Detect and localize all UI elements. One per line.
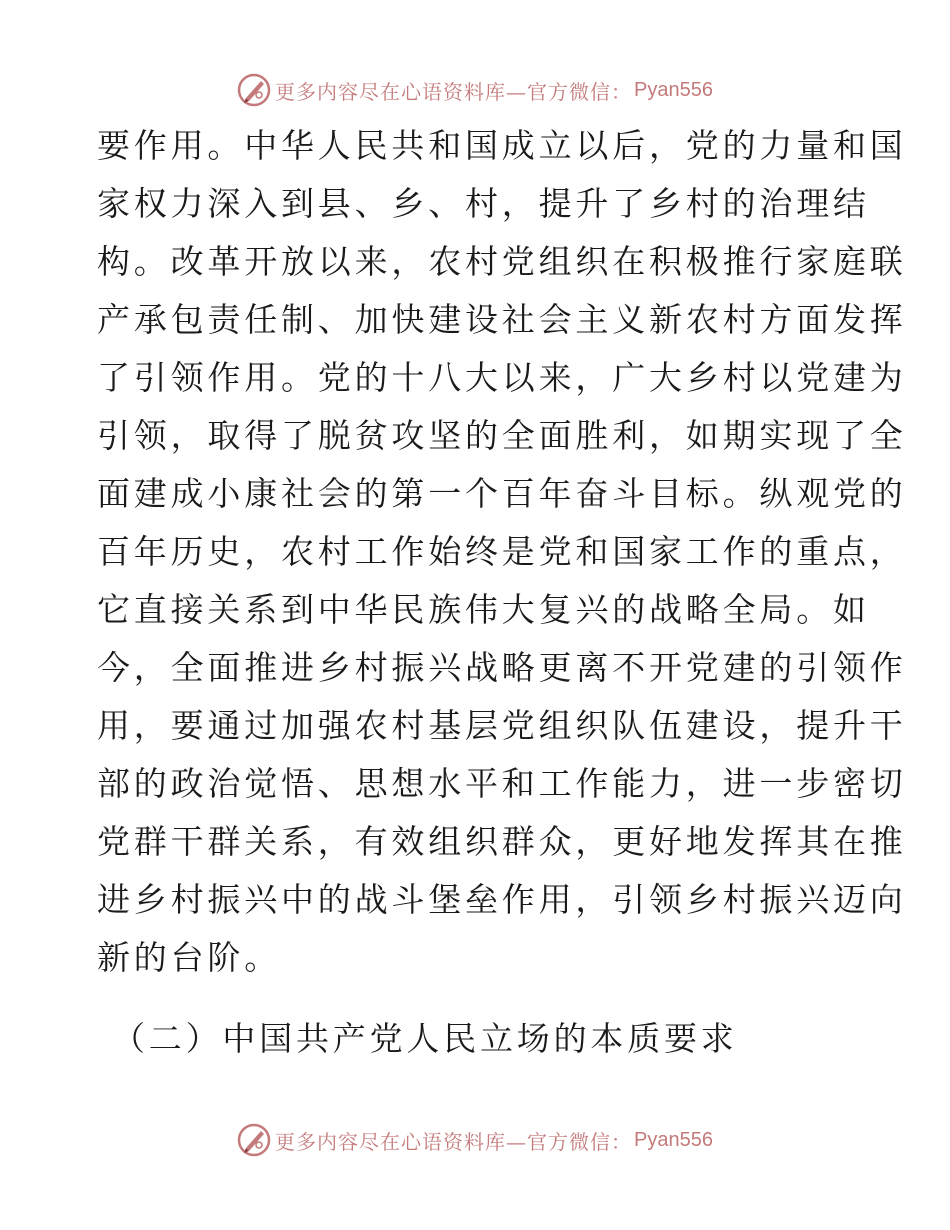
body-paragraph [97, 117, 907, 987]
text-line: 百年历史，农村工作始终是党和国家工作的重点， [97, 532, 907, 571]
text-line: 它直接关系到中华民族伟大复兴的战略全局。如 [97, 590, 870, 629]
text-line: 今，全面推进乡村振兴战略更离不开党建的引领作 [97, 648, 907, 687]
text-line: 家权力深入到县、乡、村，提升了乡村的治理结 [97, 184, 870, 223]
watermark-text: 更多内容尽在心语资料库—官方微信： [275, 1129, 633, 1154]
text-line: 面建成小康社会的第一个百年奋斗目标。纵观党的 [97, 474, 907, 513]
text-line: 进乡村振兴中的战斗堡垒作用，引领乡村振兴迈向 [97, 880, 907, 919]
text-line: 引领，取得了脱贫攻坚的全面胜利，如期实现了全 [97, 416, 907, 455]
header-watermark [0, 70, 950, 110]
text-line: 了引领作用。党的十八大以来，广大乡村以党建为 [97, 358, 907, 397]
pen-logo-icon [237, 73, 271, 107]
section-heading: （二）中国共产党人民立场的本质要求 [112, 1019, 738, 1058]
text-line: 要作用。中华人民共和国成立以后，党的力量和国 [97, 126, 907, 165]
text-line: 新的台阶。 [97, 938, 281, 977]
text-line: 产承包责任制、加快建设社会主义新农村方面发挥 [97, 300, 907, 339]
text-line: 部的政治觉悟、思想水平和工作能力，进一步密切 [97, 764, 907, 803]
text-line: 用，要通过加强农村基层党组织队伍建设，提升干 [97, 706, 907, 745]
watermark-wechat-id: Pyan556 [634, 1128, 713, 1151]
watermark-wechat-id: Pyan556 [634, 78, 713, 101]
text-line: 构。改革开放以来，农村党组织在积极推行家庭联 [97, 242, 907, 281]
text-line: 党群干群关系，有效组织群众，更好地发挥其在推 [97, 822, 907, 861]
footer-watermark [0, 1120, 950, 1160]
watermark-text: 更多内容尽在心语资料库—官方微信： [275, 79, 633, 104]
pen-logo-icon [237, 1123, 271, 1157]
